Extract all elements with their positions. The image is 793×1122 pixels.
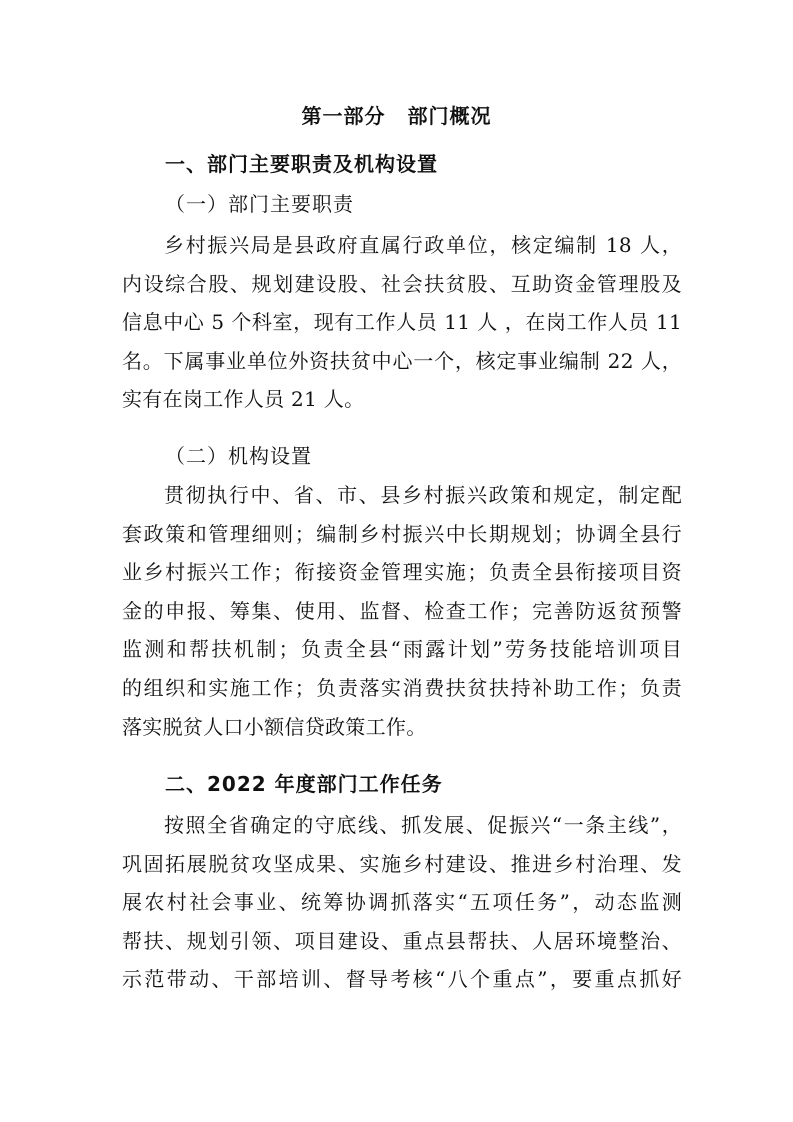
paragraph-line: 业乡村振兴工作；衔接资金管理实施；负责全县衔接项目资 xyxy=(122,560,682,585)
paragraph-line: 金的申报、筹集、使用、监督、检查工作；完善防返贫预警 xyxy=(122,598,682,623)
title-name: 部门概况 xyxy=(407,104,492,128)
paragraph-line: 内设综合股、规划建设股、社会扶贫股、互助资金管理股及 xyxy=(122,271,682,296)
paragraph-line: 示范带动、干部培训、督导考核“八个重点”，要重点抓好 xyxy=(122,967,682,992)
section-heading-2: 二、2022 年度部门工作任务 xyxy=(165,772,443,796)
paragraph-duties xyxy=(122,226,682,419)
subsection-heading-1: （一）部门主要职责 xyxy=(165,192,354,216)
paragraph-line: 信息中心 5 个科室，现有工作人员 11 人 ，在岗工作人员 11 xyxy=(122,310,682,335)
title-part: 第一部分 xyxy=(301,104,386,128)
paragraph-line: 巩固拓展脱贫攻坚成果、实施乡村建设、推进乡村治理、发 xyxy=(122,851,682,876)
paragraph-organization xyxy=(122,476,682,746)
paragraph-line: 实有在岗工作人员 21 人。 xyxy=(122,387,365,412)
paragraph-line: 贯彻执行中、省、市、县乡村振兴政策和规定，制定配 xyxy=(164,483,682,507)
section-heading-1: 一、部门主要职责及机构设置 xyxy=(165,152,438,176)
paragraph-tasks xyxy=(122,806,682,999)
paragraph-line: 的组织和实施工作；负责落实消费扶贫扶持补助工作；负责 xyxy=(122,675,682,700)
paragraph-line: 落实脱贫人口小额信贷政策工作。 xyxy=(122,714,427,739)
page-title xyxy=(0,100,793,129)
paragraph-line: 套政策和管理细则；编制乡村振兴中长期规划；协调全县行 xyxy=(122,521,682,546)
paragraph-line: 按照全省确定的守底线、抓发展、促振兴“一条主线”， xyxy=(164,813,682,837)
subsection-heading-2: （二）机构设置 xyxy=(165,444,312,468)
paragraph-line: 帮扶、规划引领、项目建设、重点县帮扶、人居环境整治、 xyxy=(122,928,682,953)
paragraph-line: 展农村社会事业、统筹协调抓落实“五项任务”，动态监测 xyxy=(122,890,682,915)
paragraph-line: 名。下属事业单位外资扶贫中心一个，核定事业编制 22 人， xyxy=(122,348,682,373)
paragraph-line: 乡村振兴局是县政府直属行政单位，核定编制 18 人， xyxy=(164,233,682,257)
paragraph-line: 监测和帮扶机制；负责全县“雨露计划”劳务技能培训项目 xyxy=(122,637,682,662)
